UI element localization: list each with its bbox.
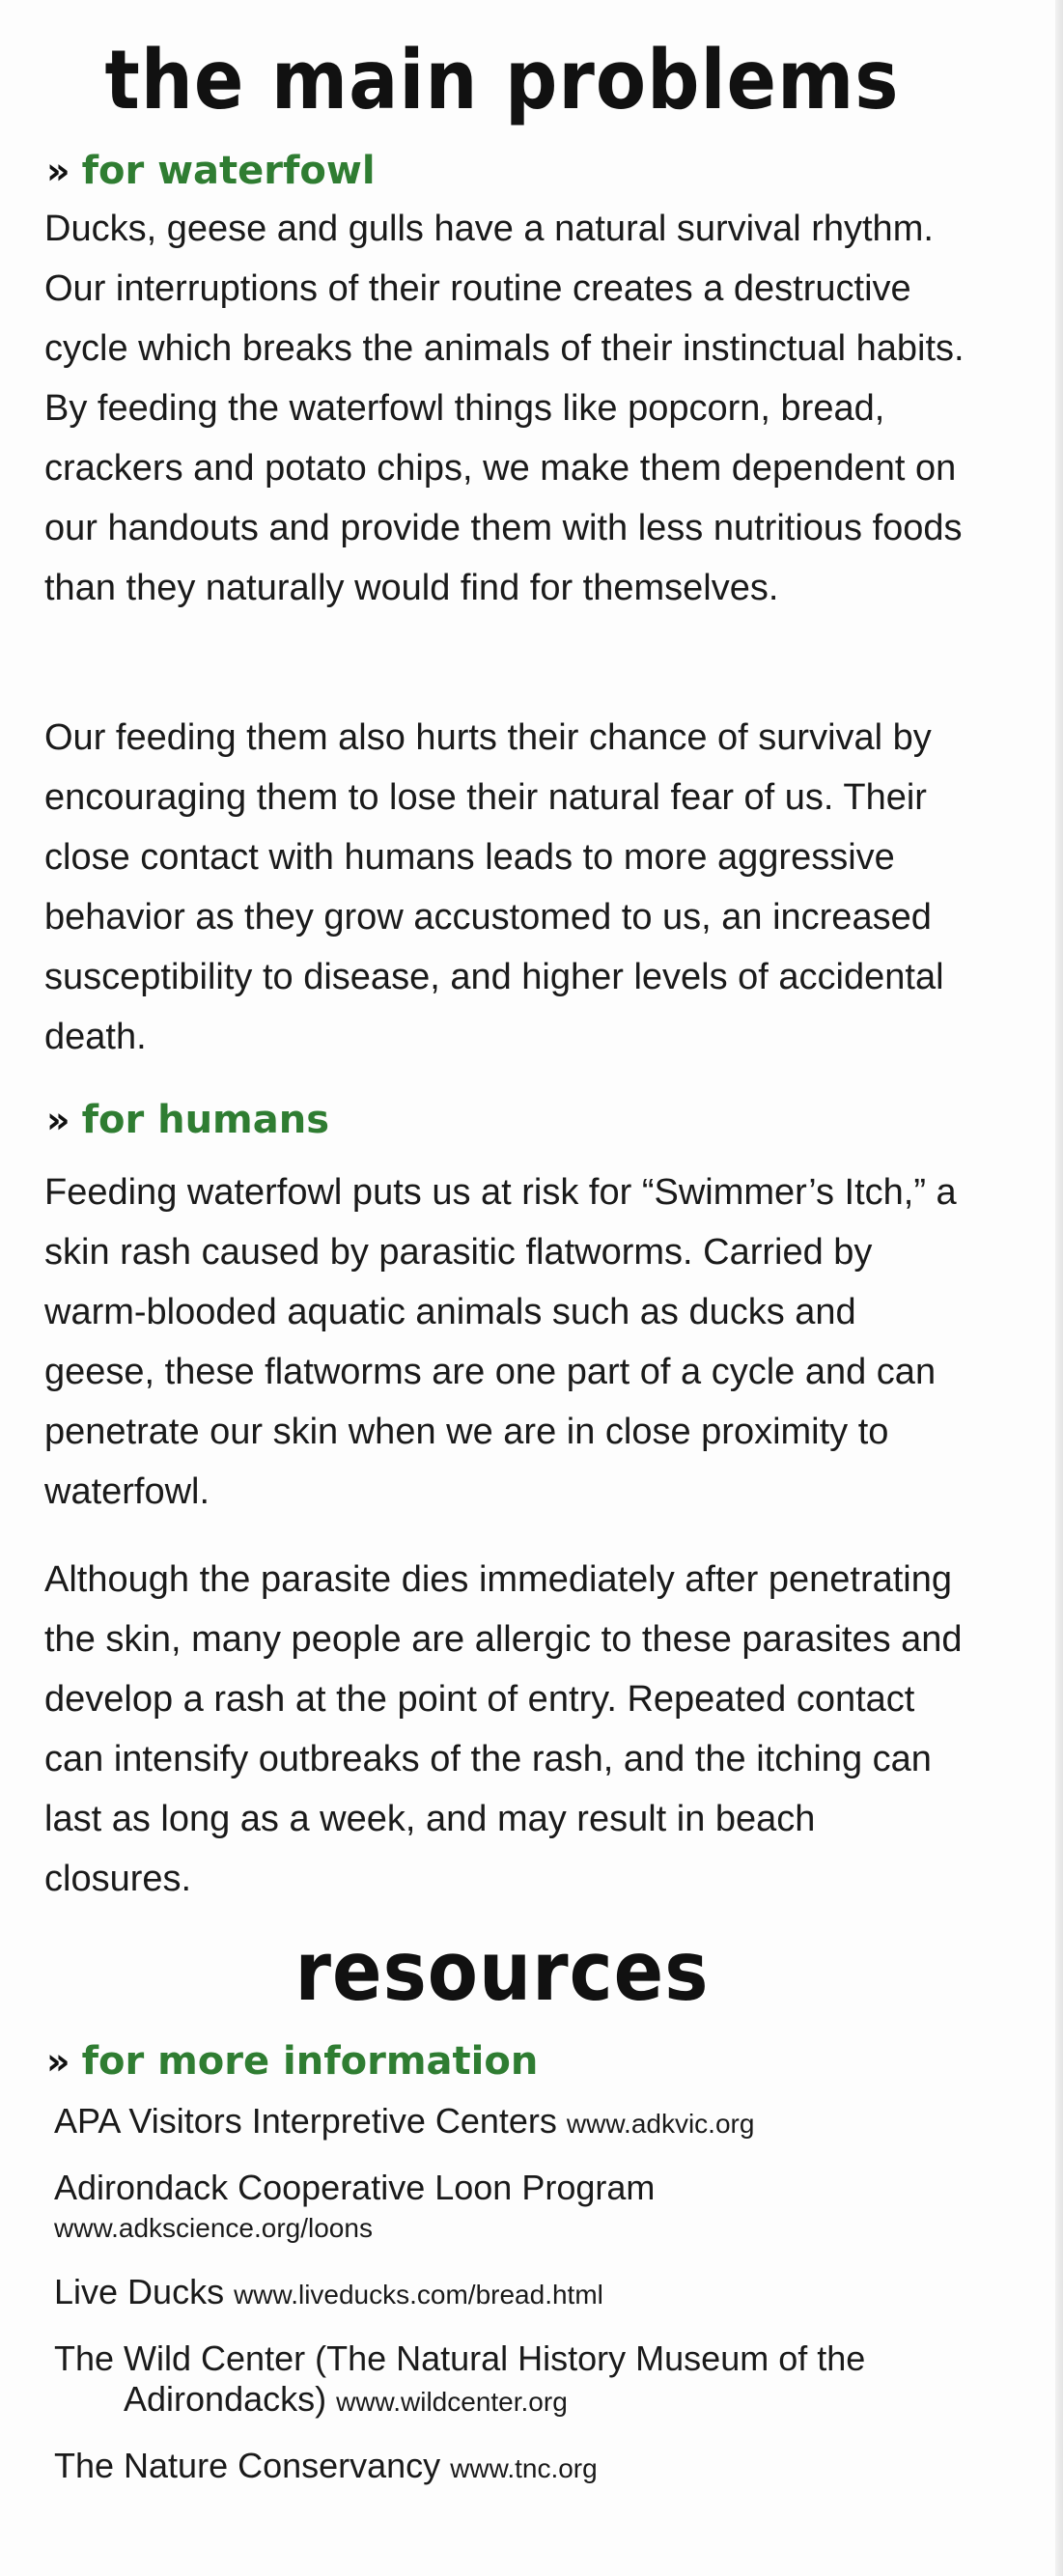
chevron-right-icon: » [46, 2040, 70, 2083]
section-heading-label: for more information [81, 2039, 539, 2084]
resource-url[interactable]: www.liveducks.com/bread.html [234, 2280, 603, 2310]
page-title: the main problems [104, 31, 900, 128]
section-heading-more-info [46, 2037, 538, 2086]
resource-name: The Wild Center (The Natural History Museum of the Adirondacks) [54, 2338, 866, 2419]
chevron-right-icon: » [46, 150, 70, 192]
chevron-right-icon: » [46, 1099, 70, 1141]
resource-item [54, 2446, 1000, 2489]
section-heading-humans [46, 1096, 329, 1144]
resource-url[interactable]: www.adkvic.org [566, 2109, 755, 2139]
humans-paragraph-2: Although the parasite dies immediately after penetrating the skin, many people are allergic to these parasites and develop a rash at the point of entry. Repeated contact can intensify outbreaks of the rash, and the itching can last as long as a week, and may result in beach closures. [44, 1559, 963, 1899]
resource-item [54, 2338, 1000, 2422]
waterfowl-paragraph-2: Our feeding them also hurts their chance of survival by encouraging them to lose their natural fear of us. Their close contact with humans leads to more aggressive behavior as they grow accustomed to us, an increased susceptibility to disease, and higher levels of accidental death. [44, 717, 944, 1057]
section-heading-label: for humans [81, 1098, 330, 1142]
resource-name: The Nature Conservancy [54, 2446, 441, 2485]
section-heading-label: for waterfowl [81, 149, 376, 193]
resource-name: APA Visitors Interpretive Centers [54, 2101, 557, 2141]
resource-list [54, 2101, 1000, 2512]
humans-paragraph-1: Feeding waterfowl puts us at risk for “Swimmer’s Itch,” a skin rash caused by parasitic flatworms. Carried by warm-blooded aquatic animals such as ducks and geese, these flatworms are one part of a cycle and can penetrate our skin when we are in close proximity to waterfowl. [44, 1172, 957, 1512]
section-heading-waterfowl [46, 147, 376, 195]
resource-item [54, 2101, 1000, 2144]
resource-url[interactable]: www.adkscience.org/loons [54, 2213, 373, 2243]
resource-url[interactable]: www.tnc.org [450, 2453, 598, 2483]
resources-title: resources [294, 1922, 710, 2020]
resource-name: Adirondack Cooperative Loon Program [54, 2168, 656, 2207]
resource-name: Live Ducks [54, 2272, 225, 2311]
resource-item [54, 2272, 1000, 2315]
resource-url[interactable]: www.wildcenter.org [336, 2387, 568, 2417]
waterfowl-paragraph-1: Ducks, geese and gulls have a natural survival rhythm. Our interruptions of their routine creates a destructive cycle which breaks the animals of their instinctual habits. By feeding the waterfowl things like popcorn, bread, crackers and potato chips, we make them dependent on our handouts and provide them with less nutritious foods than they naturally would find for themselves. [44, 209, 965, 608]
resource-item [54, 2168, 1000, 2249]
